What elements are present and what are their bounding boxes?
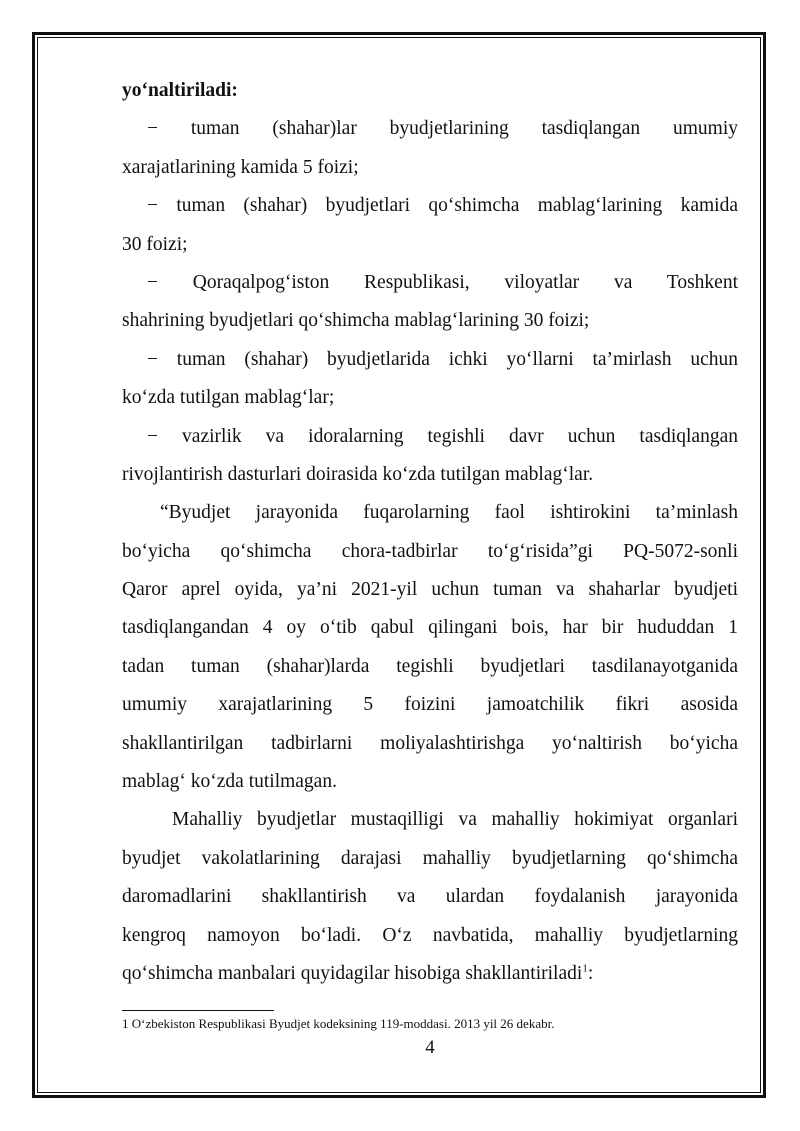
paragraph-line: Mahalliy byudjetlar mustaqilligi va mahalliy hokimiyat organlari xyxy=(172,809,738,831)
paragraph-line: tasdiqlangandan 4 oy o‘tib qabul qilingani bois, har bir hududdan 1 xyxy=(122,617,738,639)
list-item-line: − Qoraqalpog‘iston Respublikasi, viloyatlar va Toshkent xyxy=(147,271,738,293)
list-item-line: ko‘zda tutilgan mablag‘lar; xyxy=(122,387,335,409)
list-item-line: − tuman (shahar) byudjetlarida ichki yo‘llarni ta’mirlash uchun xyxy=(147,348,738,370)
colon: : xyxy=(587,962,594,984)
list-item-line: xarajatlarining kamida 5 foizi; xyxy=(122,156,359,178)
page-body xyxy=(122,72,738,993)
list-item-line: − tuman (shahar) byudjetlari qo‘shimcha mablag‘larining kamida xyxy=(147,195,738,217)
paragraph-line: Qaror aprel oyida, ya’ni 2021-yil uchun tuman va shaharlar byudjeti xyxy=(122,579,738,601)
paragraph-line: mablag‘ ko‘zda tutilmagan. xyxy=(122,771,337,793)
list-item-line: 30 foizi; xyxy=(122,233,188,255)
paragraph-text: qo‘shimcha manbalari quyidagilar hisobiga shakllantiriladi xyxy=(122,962,583,984)
paragraph-line: bo‘yicha qo‘shimcha chora-tadbirlar to‘g‘risida”gi PQ-5072-sonli xyxy=(122,540,738,562)
paragraph-line: “Byudjet jarayonida fuqarolarning faol ishtirokini ta’minlash xyxy=(160,502,738,524)
footnote: 1 O‘zbekiston Respublikasi Byudjet kodeksining 119-moddasi. 2013 yil 26 dekabr. xyxy=(122,1016,555,1031)
list-item-line: shahrining byudjetlari qo‘shimcha mablag‘larining 30 foizi; xyxy=(122,310,590,332)
paragraph-line: umumiy xarajatlarining 5 foizini jamoatchilik fikri asosida xyxy=(122,694,738,716)
paragraph-line: byudjet vakolatlarining darajasi mahalliy byudjetlarning qo‘shimcha xyxy=(122,847,738,869)
footnote-separator xyxy=(122,1010,274,1011)
list-item-line: rivojlantirish dasturlari doirasida ko‘zda tutilgan mablag‘lar. xyxy=(122,463,594,485)
paragraph-line: daromadlarini shakllantirish va ulardan foydalanish jarayonida xyxy=(122,886,738,908)
paragraph-line: yo‘naltiriladi: xyxy=(122,80,238,101)
paragraph-line: tadan tuman (shahar)larda tegishli byudjetlari tasdilanayotganida xyxy=(122,655,738,677)
page-number: 4 xyxy=(425,1037,435,1058)
footnote-reference: 1 xyxy=(582,962,588,975)
list-item-line: − vazirlik va idoralarning tegishli davr uchun tasdiqlangan xyxy=(147,425,738,447)
paragraph-line: shakllantirilgan tadbirlarni moliyalashtirishga yo‘naltirish bo‘yicha xyxy=(122,732,738,754)
list-item-line: − tuman (shahar)lar byudjetlarining tasdiqlangan umumiy xyxy=(147,118,738,140)
paragraph-line xyxy=(122,955,738,993)
paragraph-line: kengroq namoyon bo‘ladi. O‘z navbatida, mahalliy byudjetlarning xyxy=(122,924,738,946)
